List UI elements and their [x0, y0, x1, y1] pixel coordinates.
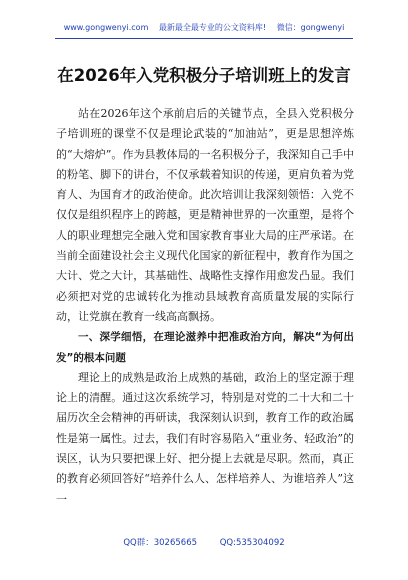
- header-divider: [55, 38, 353, 39]
- header-tagline: 最新最全最专业的公文资料库!: [158, 23, 267, 32]
- document-title: 在2026年入党积极分子培训班上的发言: [57, 66, 351, 85]
- header-site-link[interactable]: www.gongwenyi.com: [63, 23, 149, 32]
- document-body: [56, 104, 354, 510]
- header-wechat: 微信：gongwenyi: [276, 23, 345, 32]
- paragraph-intro: 站在2026年这个承前启后的关键节点，全县入党积极分子培训班的课堂不仅是理论武装的“加油站”，更是思想淬炼的“大熔炉”。作为县教体局的一名积极分子，我深知自己手中的粉笔、脚下的讲台，不仅承载着知识的传递，更肩负着为党育人、为国育才的政治使命。此次培训让我深刻领悟：入党不仅仅是组织程序上的跨越，更是精神世界的一次重塑，是将个人的职业理想完全融入党和国家教育事业大局的庄严承诺。在当前全面建设社会主义现代化国家的新征程中，教育作为国之大计、党之大计，其基础性、战略性支撑作用愈发凸显。我们必须把对党的忠诚转化为推动县域教育高质量发展的实际行动，让党旗在教育一线高高飘扬。: [56, 107, 354, 323]
- page-footer: [0, 536, 408, 548]
- page-header: [0, 22, 408, 33]
- paragraph-section-1: 理论上的成熟是政治上成熟的基础，政治上的坚定源于理论上的清醒。通过这次系统学习，特别是对党的二十大和二十届历次全会精神的再研读，我深刻认识到，教育工作的政治属性是第一属性。过去，我们有时容易陷入“重业务、轻政治”的误区，认为只要把课上好、把分提上去就是尽职。然而，真正的教育必须回答好“培养什么人、怎样培养人、为谁培养人”这一: [56, 370, 354, 506]
- footer-qq-group: QQ群：30265665: [123, 538, 198, 548]
- footer-qq: QQ:535304092: [219, 538, 285, 548]
- section-heading-1: 一、深学细悟，在理论滋养中把准政治方向，解决“为何出发”的根本问题: [56, 331, 354, 364]
